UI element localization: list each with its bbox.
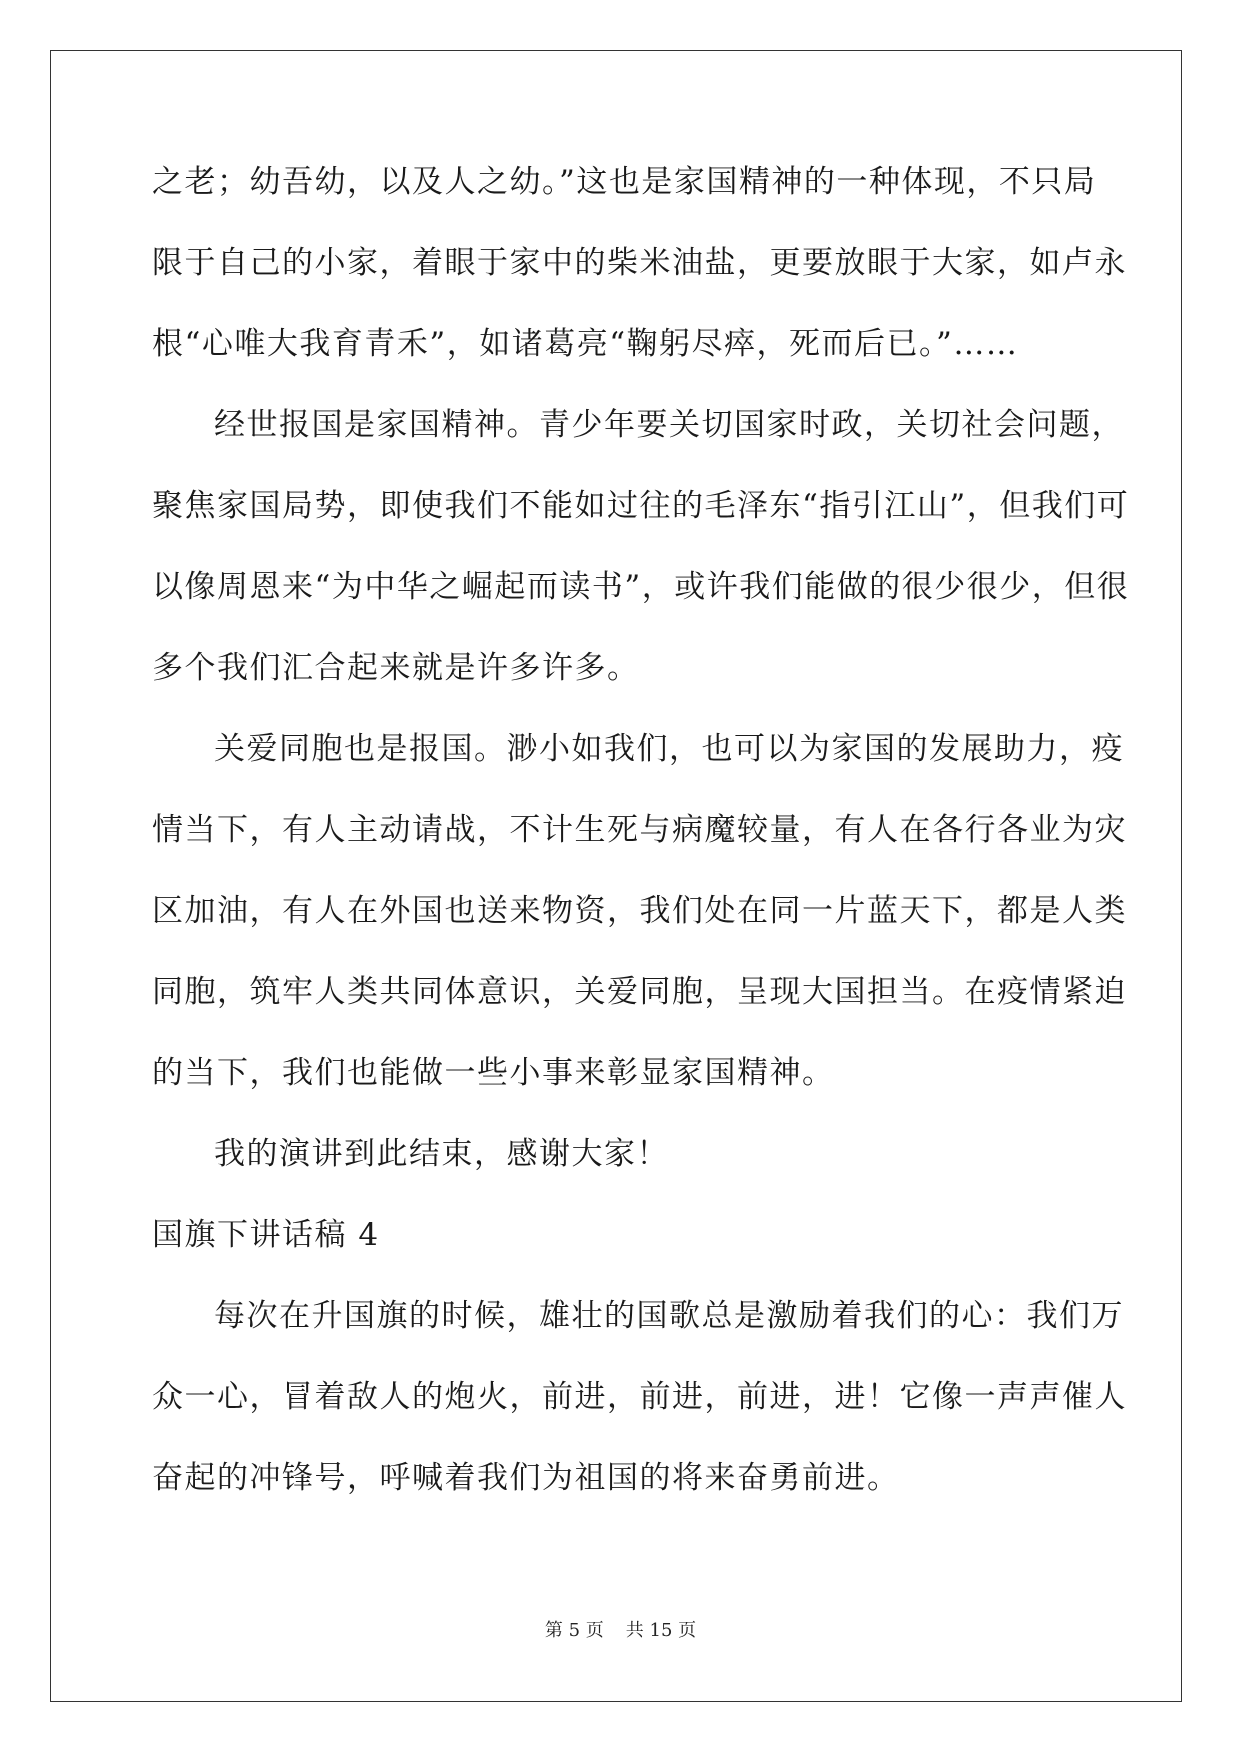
body-line: 多个我们汇合起来就是许多许多。 bbox=[152, 650, 640, 686]
page-number: 第 5 页 bbox=[544, 1620, 604, 1641]
body-line: 根“心唯大我育青禾”，如诸葛亮“鞠躬尽瘁，死而后已。”…… bbox=[152, 326, 1019, 362]
body-line: 限于自己的小家，着眼于家中的柴米油盐，更要放眼于大家，如卢永 bbox=[152, 245, 1127, 281]
section-heading: 国旗下讲话稿 4 bbox=[152, 1217, 380, 1253]
document-body bbox=[152, 160, 1130, 1537]
body-line: 同胞，筑牢人类共同体意识，关爱同胞，呈现大国担当。在疫情紧迫 bbox=[152, 974, 1127, 1010]
body-line: 区加油，有人在外国也送来物资，我们处在同一片蓝天下，都是人类 bbox=[152, 893, 1127, 929]
paragraph-start-line: 我的演讲到此结束，感谢大家！ bbox=[214, 1136, 669, 1172]
body-line: 情当下，有人主动请战，不计生死与病魔较量，有人在各行各业为灾 bbox=[152, 812, 1127, 848]
page-total: 共 15 页 bbox=[625, 1620, 697, 1641]
body-line: 奋起的冲锋号，呼喊着我们为祖国的将来奋勇前进。 bbox=[152, 1460, 900, 1496]
paragraph-start-line: 每次在升国旗的时候，雄壮的国歌总是激励着我们的心：我们万 bbox=[214, 1298, 1124, 1334]
body-line: 聚焦家国局势，即使我们不能如过往的毛泽东“指引江山”，但我们可 bbox=[152, 488, 1130, 524]
body-line: 以像周恩来“为中华之崛起而读书”，或许我们能做的很少很少，但很 bbox=[152, 569, 1130, 605]
paragraph-start-line: 经世报国是家国精神。青少年要关切国家时政，关切社会问题， bbox=[214, 407, 1124, 443]
body-line: 之老；幼吾幼，以及人之幼。”这也是家国精神的一种体现，不只局 bbox=[152, 164, 1097, 200]
body-line: 众一心，冒着敌人的炮火，前进，前进，前进，进！它像一声声催人 bbox=[152, 1379, 1127, 1415]
paragraph-start-line: 关爱同胞也是报国。渺小如我们，也可以为家国的发展助力，疫 bbox=[214, 731, 1124, 767]
page-footer bbox=[0, 1616, 1241, 1642]
body-line: 的当下，我们也能做一些小事来彰显家国精神。 bbox=[152, 1055, 835, 1091]
